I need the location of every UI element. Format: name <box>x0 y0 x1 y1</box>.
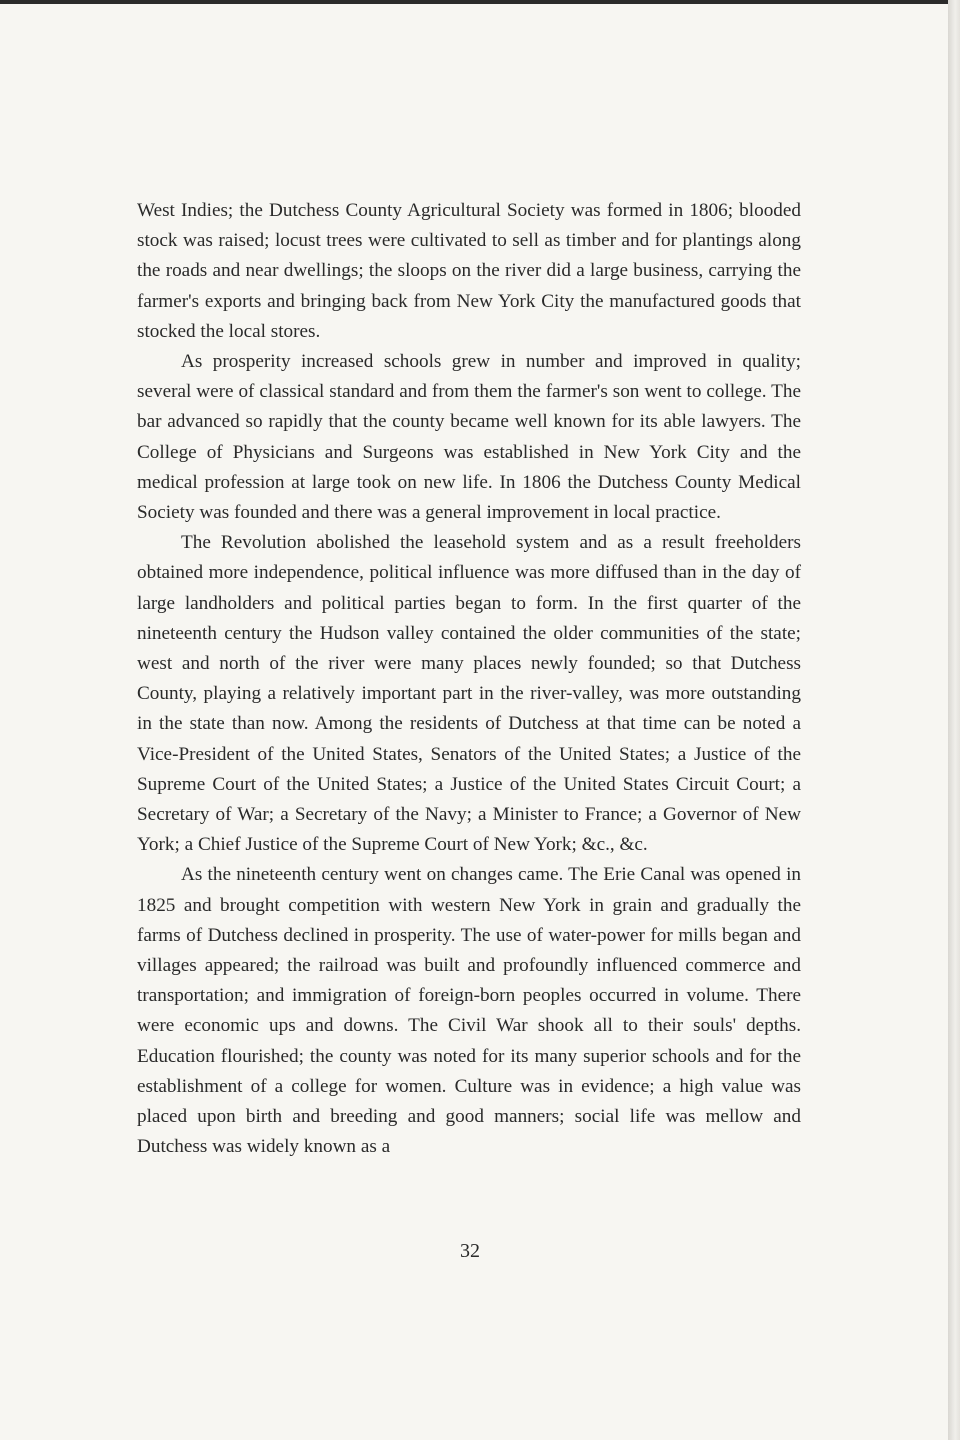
paragraph-continued: West Indies; the Dutchess County Agricultural Society was formed in 1806; blooded stock was raised; locust trees were cultivated to sell as timber and for plantings along the roads and near dwellings; the sloops on the river did a large business, carrying the farmer's exports and bringing back from New York City the manufactured goods that stocked the local stores. <box>137 200 801 342</box>
page-number: 32 <box>460 1240 480 1262</box>
paragraph-nineteenth-century: As the nineteenth century went on changes came. The Erie Canal was opened in 1825 and brought competition with western New York in grain and gradually the farms of Dutchess declined in prosperity. The use of water-power for mills began and villages appeared; the railroad was built and profoundly influenced commerce and transportation; and immigration of foreign-born peoples occurred in volume. There were economic ups and downs. The Civil War shook all to their souls' depths. Education flourished; the county was noted for its many superior schools and for the establishment of a college for women. Culture was in evidence; a high value was placed upon birth and breeding and good manners; social life was mellow and Dutchess was widely known as a <box>137 864 801 1158</box>
body-text <box>137 196 801 1163</box>
paragraph-schools: As prosperity increased schools grew in number and improved in quality; several were of classical standard and from them the farmer's son went to college. The bar advanced so rapidly that the county became well known for its able lawyers. The College of Physicians and Surgeons was established in New York City and the medical profession at large took on new life. In 1806 the Dutchess County Medical Society was founded and there was a general improvement in local practice. <box>137 351 801 524</box>
page-edge <box>948 0 960 1440</box>
paragraph-revolution: The Revolution abolished the leasehold system and as a result freeholders obtained more independence, political influence was more diffused than in the day of large landholders and political parties began to form. In the first quarter of the nineteenth century the Hudson valley contained the older communities of the state; west and north of the river were many places newly founded; so that Dutchess County, playing a relatively important part in the river-valley, was more outstanding in the state than now. Among the residents of Dutchess at that time can be noted a Vice-President of the United States, Senators of the United States; a Justice of the Supreme Court of the United States; a Justice of the United States Circuit Court; a Secretary of War; a Secretary of the Navy; a Minister to France; a Governor of New York; a Chief Justice of the Supreme Court of New York; &c., &c. <box>137 532 801 856</box>
